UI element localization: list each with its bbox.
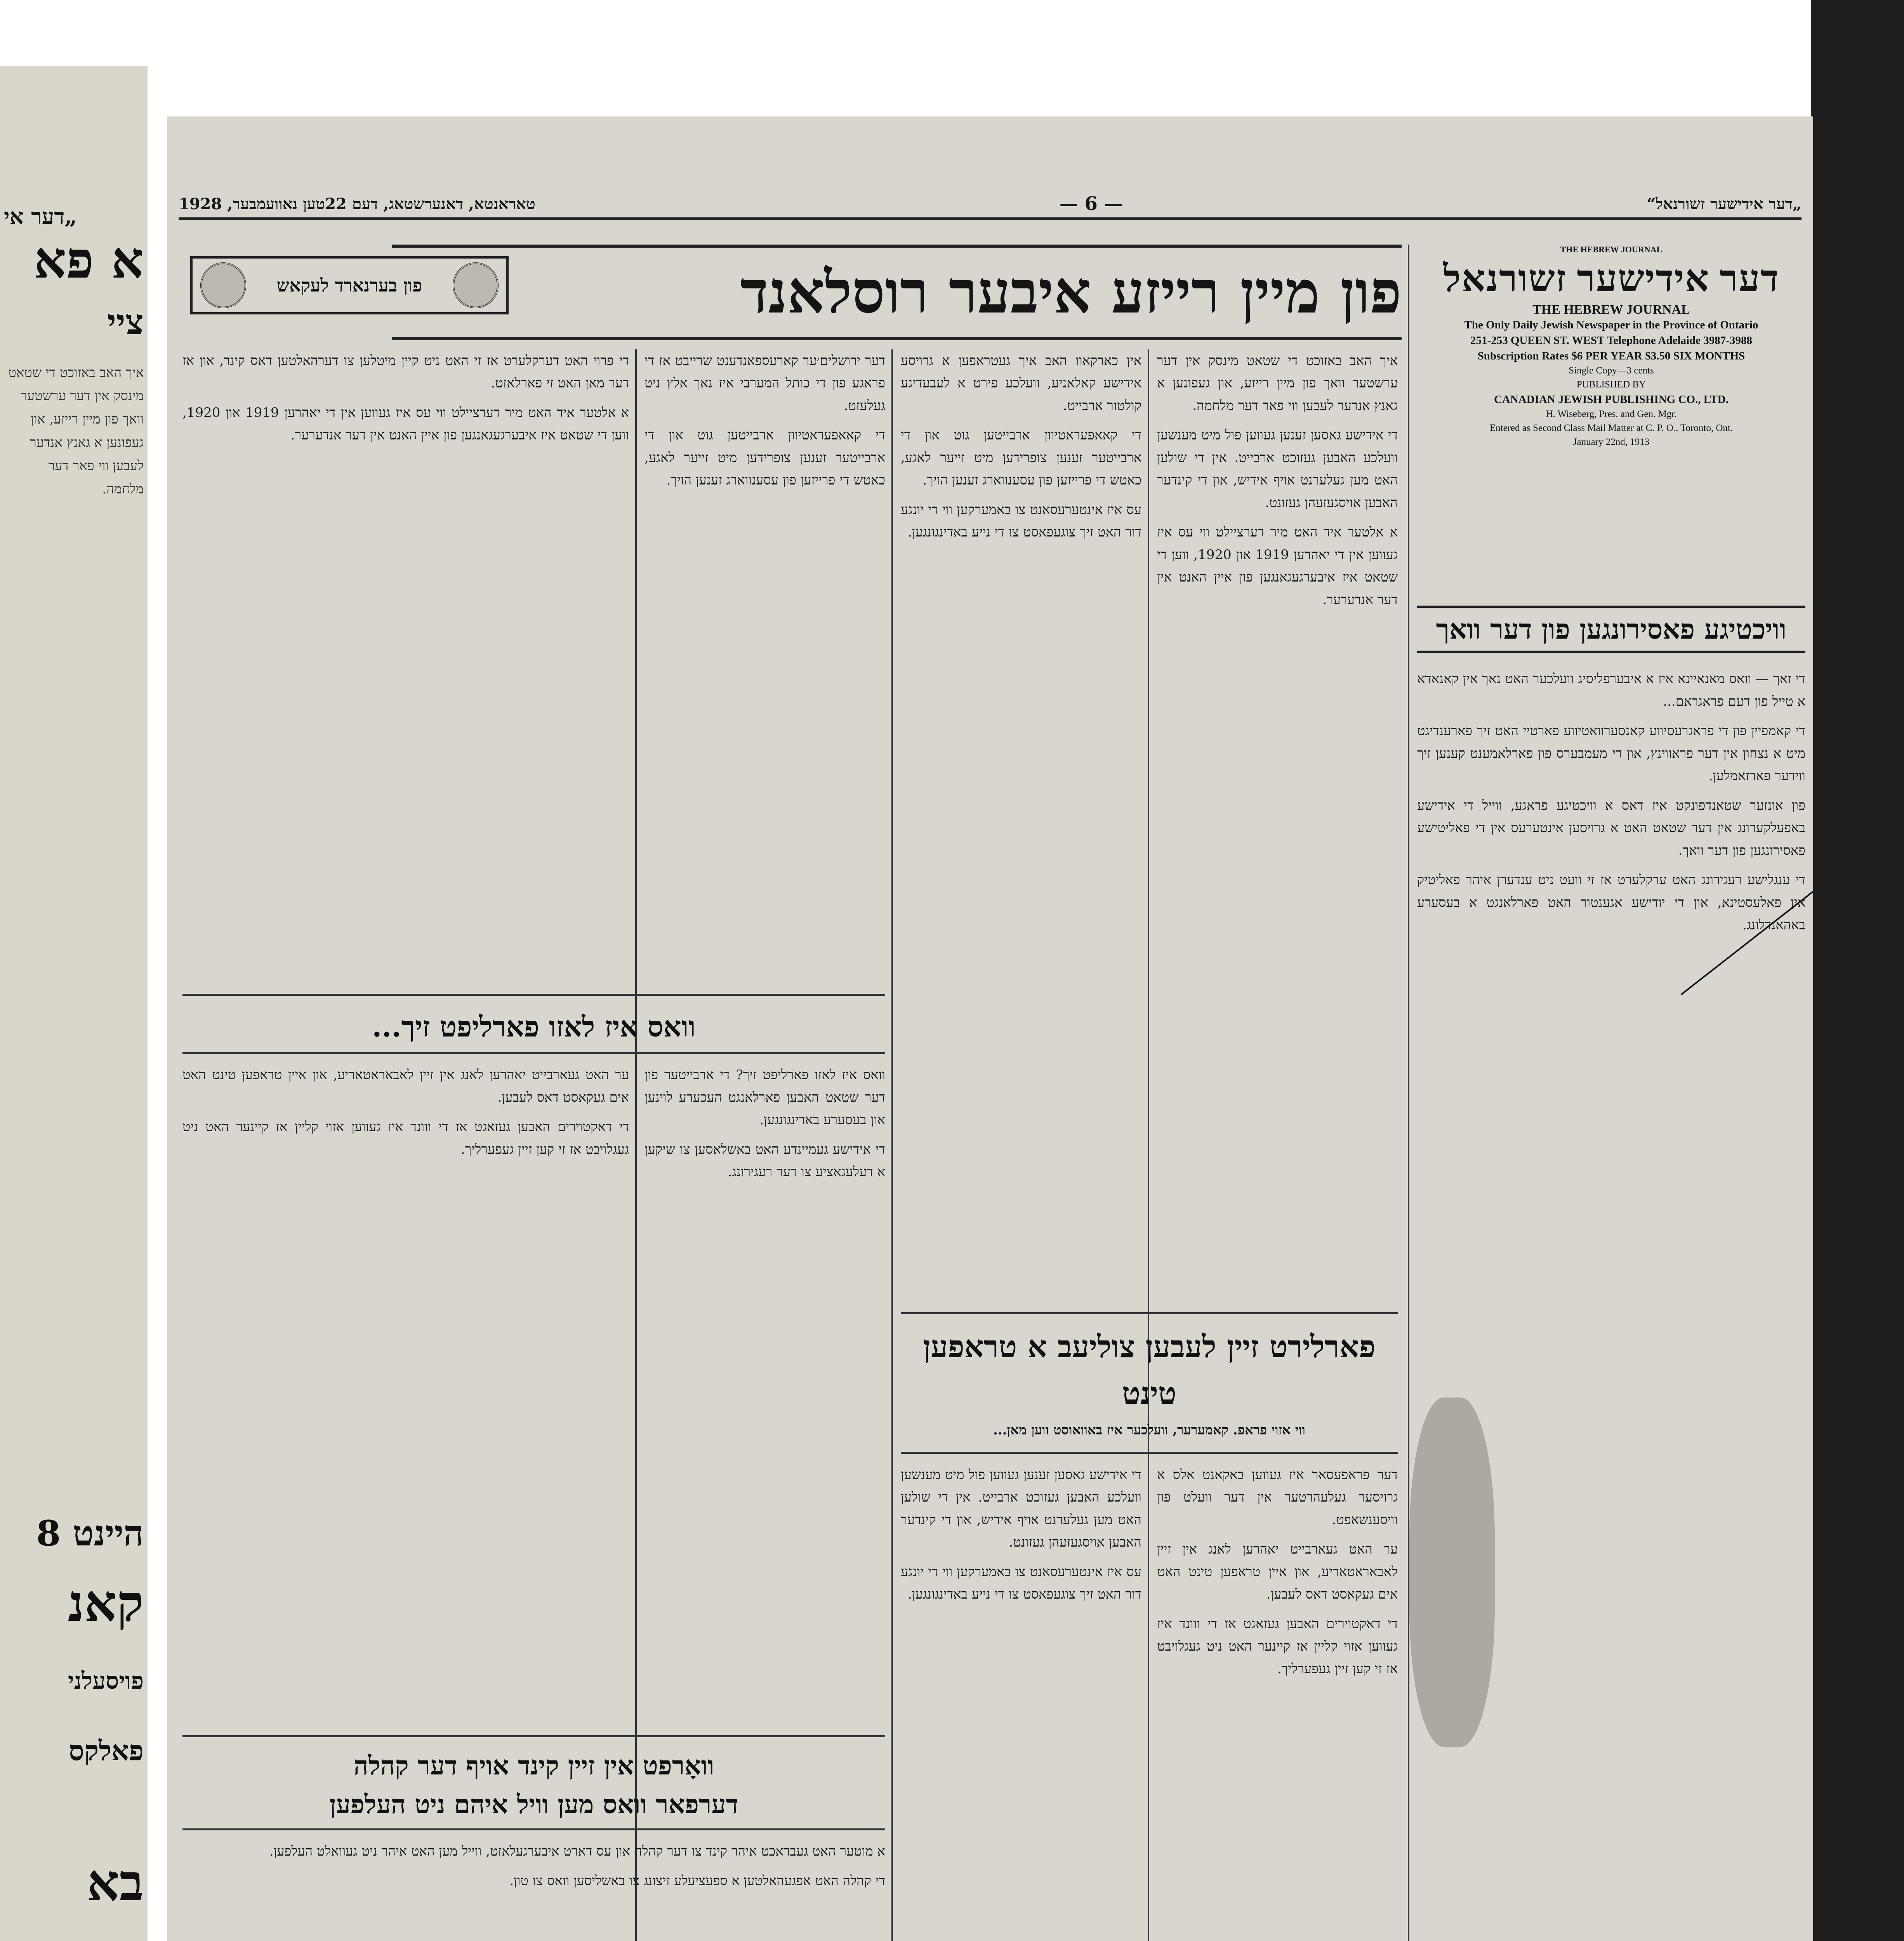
paragraph: א אלטער איד האט מיר דערציילט ווי עס איז געווען אין די יאהרען 1919 און 1920, ווען די שטאט איז איבערגעגאנגען פון איין האנט אין דער אנדערער. <box>1157 524 1398 608</box>
article-column <box>1157 1464 1398 1941</box>
page-number: — 6 — <box>1059 193 1123 215</box>
article-column <box>182 1064 629 1724</box>
masthead-tagline: The Only Daily Jewish Newspaper in the Province of Ontario <box>1464 319 1758 331</box>
running-header <box>179 190 1802 220</box>
previous-page-fragment: ציי <box>107 302 144 343</box>
column-rule <box>891 349 893 1941</box>
paragraph: די דאקטוירים האבען געזאגט אז די ווונד איז געווען אזוי קליין אז קיינער האט ניט געגלויבט אז זי קען זיין געפערליך. <box>1157 1616 1398 1677</box>
paragraph: איך האב באזוכט די שטאט מינסק אין דער ערשטער וואך פון מיין רייזע, און געפונען א גאנץ אנדער לעבען ווי פאר דער מלחמה. <box>1157 353 1398 413</box>
previous-page-header: „דער אי <box>4 204 77 229</box>
paragraph: די אידישע גאסען זענען געווען פול מיט מענשען וועלכע האבען געזוכט ארבייט. אין די שולען האט מען געלערנט אויף אידיש, און די קינדער האבען אויסגעזעהן געזונט. <box>1157 427 1398 510</box>
section-rule <box>182 994 885 996</box>
byline-box <box>190 256 509 314</box>
masthead-published-by: PUBLISHED BY <box>1576 379 1646 390</box>
paragraph: די קאאפעראטיוון ארבייטען גוט און די ארבייטער זענען צופרידען מיט זייער לאגע, כאטש די פרייזען פון עסענווארג זענען הויך. <box>901 427 1141 488</box>
paragraph: דער ירושלים׳ער קארעספאנדענט שרייבט אז די פראגע פון די כותל המערבי איז נאך אלץ ניט געלעזט. <box>645 353 885 413</box>
article-column <box>901 349 1141 1300</box>
previous-page-fragment: בא <box>87 1853 144 1912</box>
paragraph: עס איז אינטערעסאנט צו באמערקען ווי די יונגע דור האט זיך צוגעפאסט צו די נייע באדינגונגען. <box>901 1564 1141 1602</box>
column-rule <box>1148 349 1149 1941</box>
previous-page-text: איך האב באזוכט די שטאט מינסק אין דער ערשטער וואך פון מיין רייזע, און געפונען א גאנץ אנדער לעבען ווי פאר דער מלחמה. <box>8 365 144 497</box>
paragraph: די אידישע גאסען זענען געווען פול מיט מענשען וועלכע האבען געזוכט ארבייט. אין די שולען האט מען געלערנט אויף אידיש, און די קינדער האבען אויסגעזעהן געזונט. <box>901 1467 1141 1550</box>
masthead-small-label: THE HEBREW JOURNAL <box>1560 245 1663 254</box>
story-subheadline: דערפאר וואס מען וויל איהם ניט העלפען <box>329 1789 738 1819</box>
masthead-date: January 22nd, 1913 <box>1573 437 1650 447</box>
article-column <box>645 1064 885 1724</box>
previous-page-fragment: קאנ <box>68 1573 144 1633</box>
paragraph: די זאך — וואס מאנאיינא איז א איבערפליסיג וועלכער האט נאך אין קאנאדא א טייל פון דעם פראגראם... <box>1417 671 1805 709</box>
section-rule <box>182 1828 885 1830</box>
masthead-publisher: CANADIAN JEWISH PUBLISHING CO., LTD. <box>1494 393 1729 406</box>
story-headline: וואָרפט אין זיין קינד אויף דער קהלה <box>353 1750 714 1781</box>
paragraph: דער פראפעסאר איז געווען באקאנט אלס א גרויסער געלעהרטער אין דער וועלט פון וויסענשאפט. <box>1157 1467 1398 1528</box>
paragraph: וואס איז לאזו פארליפט זיך? די ארבייטער פון דער שטאט האבען פארלאנגט העכערע לוינען און בעסערע באדינגונגען. <box>645 1067 885 1128</box>
paragraph: ער האט געארבייט יאהרען לאנג אין זיין לאבאראטאריע, און איין טראפען טינט האט אים געקאסט דאס לעבען. <box>182 1067 629 1105</box>
paragraph: די אידישע געמיינדע האט באשלאסען צו שיקען א דעלעגאציע צו דער רעגירונג. <box>645 1142 885 1180</box>
article-column <box>182 349 629 986</box>
column-headline: וואס איז לאזו פארליפט זיך... <box>372 1010 696 1043</box>
ink-smudge <box>1409 1398 1495 1747</box>
feature-subheadline: ווי אזוי פראפ. קאמערער, וועלכער איז באוואוסט ווען מאן... <box>993 1422 1305 1438</box>
newspaper-page <box>167 116 1813 1941</box>
previous-page-fragment: פויסעלני <box>68 1667 144 1694</box>
scan-border-right <box>1811 0 1904 1941</box>
masthead-english-title: THE HEBREW JOURNAL <box>1532 302 1690 317</box>
column-rule <box>1408 245 1409 1941</box>
masthead-president: H. Wiseberg, Pres. and Gen. Mgr. <box>1546 409 1677 419</box>
masthead-title: דער אידישער זשורנאל <box>1443 258 1779 299</box>
previous-page-strip <box>0 66 148 1941</box>
feature-headline: פארלירט זיין לעבען צוליעב א טראפען טינט <box>923 1329 1376 1411</box>
masthead-address: 251-253 QUEEN ST. WEST Telephone Adelaide 3987-3988 <box>1470 334 1752 347</box>
paragraph: די קהלה האט אפגעהאלטען א ספעציעלע זיצונג צו באשליסען וואס צו טון. <box>509 1873 885 1889</box>
editorial-column <box>1417 668 1805 1941</box>
previous-page-fragment: א פא <box>34 230 144 290</box>
section-rule <box>901 1312 1398 1314</box>
paragraph: עס איז אינטערעסאנט צו באמערקען ווי די יונגע דור האט זיך צוגעפאסט צו די נייע באדינגונגען. <box>901 502 1141 540</box>
paragraph: ער האט געארבייט יאהרען לאנג אין זיין לאבאראטאריע, און איין טראפען טינט האט אים געקאסט דאס לעבען. <box>1157 1542 1398 1602</box>
article-column <box>1157 349 1398 1300</box>
running-header-date: טאראנטא, דאנערשטאג, דעם 22טען נאוועמבער, 1928 <box>179 194 535 213</box>
article-column <box>901 1464 1141 1941</box>
paragraph: די פרוי האט דערקלערט אז זי האט ניט קיין מיטלען צו דערהאלטען דאס קינד, און אז דער מאן האט זי פארלאזט. <box>182 353 629 391</box>
masthead-single-copy: Single Copy—3 cents <box>1569 365 1654 376</box>
masthead <box>1417 245 1805 602</box>
main-headline: פון מיין רייזע איבער רוסלאנד <box>392 245 1402 340</box>
section-rule <box>182 1735 885 1737</box>
masthead-subscription: Subscription Rates $6 PER YEAR $3.50 SIX MONTHS <box>1477 350 1745 362</box>
paragraph: די קאאפעראטיוון ארבייטען גוט און די ארבייטער זענען צופרידען מיט זייער לאגע, כאטש די פרייזען פון עסענווארג זענען הויך. <box>645 427 885 488</box>
column-rule <box>635 349 637 1941</box>
paragraph: אין כארקאוו האב איך געטראפען א גרויסע אידישע קאלאניע, וועלכע פירט א לעבעדיגע קולטור ארבייט. <box>901 353 1141 413</box>
previous-page-fragment: פאלקס <box>68 1734 144 1767</box>
article-column <box>182 1840 885 1941</box>
editorial-headline: וויכטיגע פאסירונגען פון דער וואך <box>1417 606 1805 653</box>
running-header-title: „דער אידישער זשורנאל“ <box>1647 194 1802 213</box>
section-rule <box>182 1052 885 1054</box>
section-rule <box>901 1452 1398 1454</box>
masthead-entered: Entered as Second Class Mail Matter at C. P. O., Toronto, Ont. <box>1489 423 1733 433</box>
paragraph: א מוטער האט געבראכט איהר קינד צו דער קהלה און עס דארט איבערגעלאזט, ווייל מען האט איהר ניט געוואלט העלפען. <box>269 1844 885 1859</box>
paragraph: די דאקטוירים האבען געזאגט אז די ווונד איז געווען אזוי קליין אז קיינער האט ניט געגלויבט אז זי קען זיין געפערליך. <box>182 1119 629 1157</box>
article-column <box>645 349 885 986</box>
byline: פון בערנארד לעקאש <box>276 275 422 296</box>
ornament-icon <box>200 262 246 308</box>
previous-page-fragment: היינט 8 <box>36 1513 144 1554</box>
paragraph: א אלטער איד האט מיר דערציילט ווי עס איז געווען אין די יאהרען 1919 און 1920, ווען די שטאט איז איבערגעגאנגען פון איין האנט אין דער אנדערער. <box>182 405 629 443</box>
paragraph: די ענגלישע רעגירונג האט ערקלערט אז זי וועט ניט ענדערן איהר פאליטיק אין פאלעסטינא, און די יודישע אגענטור האט פארלאנגט א בעסערע באהאנדלונג. <box>1417 872 1805 933</box>
paragraph: פון אונזער שטאנדפונקט איז דאס א וויכטיגע פראגע, ווייל די אידישע באפעלקערונג אין דער שטאט האט א גרויסען אינטערעס אין די פאליטישע פאסירונגען פון דער וואך. <box>1417 798 1805 858</box>
ornament-icon <box>453 262 499 308</box>
paragraph: די קאמפיין פון די פראגרעסיווע קאנסערוואטיווע פארטיי האט זיך פארענדיגט מיט א נצחון אין דער פראווינץ, און די מעמבערס פון פארלאמענט קענען זיך ווידער פארזאמלען. <box>1417 723 1805 784</box>
